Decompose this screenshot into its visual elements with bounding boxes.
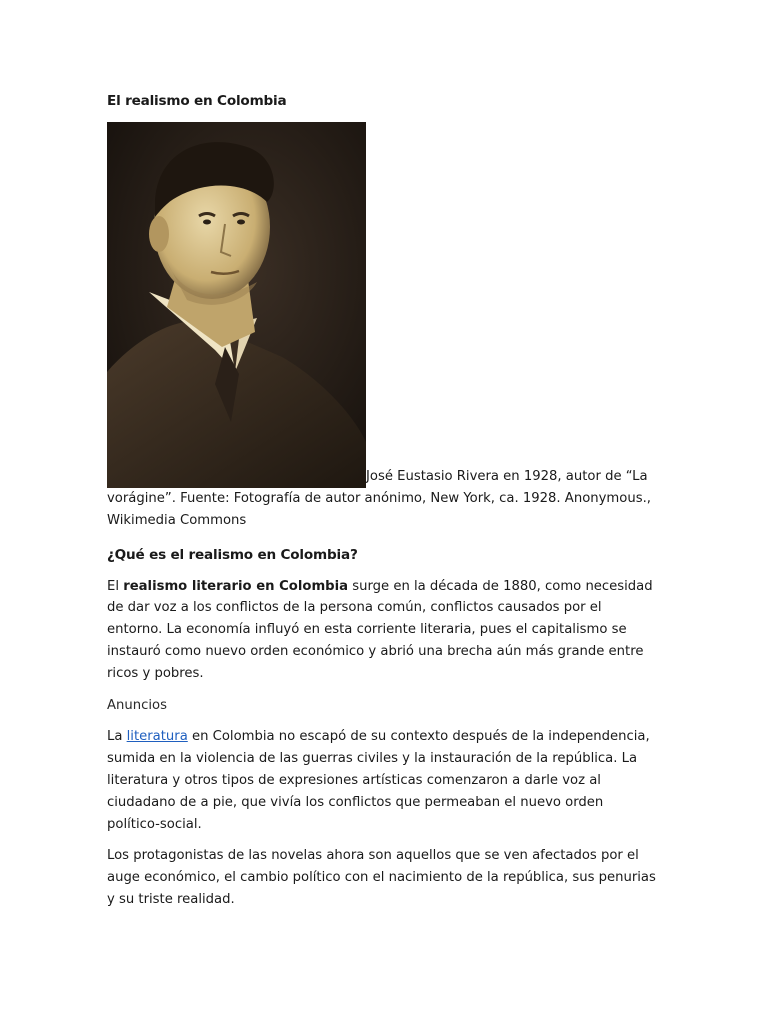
para1-text: surge en la década de 1880, como necesidad de dar voz a los conflictos de la persona común, conflictos causados por el entorno. La economía influyó en esta corriente literaria, pues el capitalismo se instauró como nuevo orden económico y abrió una brecha aún más grande entre ricos y pobres. <box>107 578 653 681</box>
page-title: El realismo en Colombia <box>107 93 287 109</box>
figure-paragraph <box>107 122 657 532</box>
photo-caption: José Eustasio Rivera en 1928, autor de “La vorágine”. Fuente: Fotografía de autor anónimo, New York, ca. 1928. Anonymous., Wikimedia Commons <box>107 469 651 528</box>
paragraph-protagonists: Los protagonistas de las novelas ahora son aquellos que se ven afectados por el auge económico, el cambio político con el nacimiento de la república, sus penurias y su triste realidad. <box>107 848 656 907</box>
para1-bold-term: realismo literario en Colombia <box>123 578 349 594</box>
para2-text: en Colombia no escapó de su contexto después de la independencia, sumida en la violencia de las guerras civiles y la instauración de la república. La literatura y otros tipos de expresiones artísticas comenzaron a darle voz al ciudadano de a pie, que vivía los conflictos que permeaban el nuevo orden político-social. <box>107 729 650 832</box>
ads-label: Anuncios <box>107 697 167 713</box>
paragraph-literature <box>107 726 657 835</box>
section-heading: ¿Qué es el realismo en Colombia? <box>107 546 358 563</box>
portrait-photo <box>107 122 366 488</box>
literatura-link[interactable]: literatura <box>126 729 188 745</box>
paragraph-intro <box>107 576 657 685</box>
para2-prefix: La <box>107 729 127 745</box>
para1-prefix: El <box>107 578 124 594</box>
article-content <box>107 90 657 921</box>
